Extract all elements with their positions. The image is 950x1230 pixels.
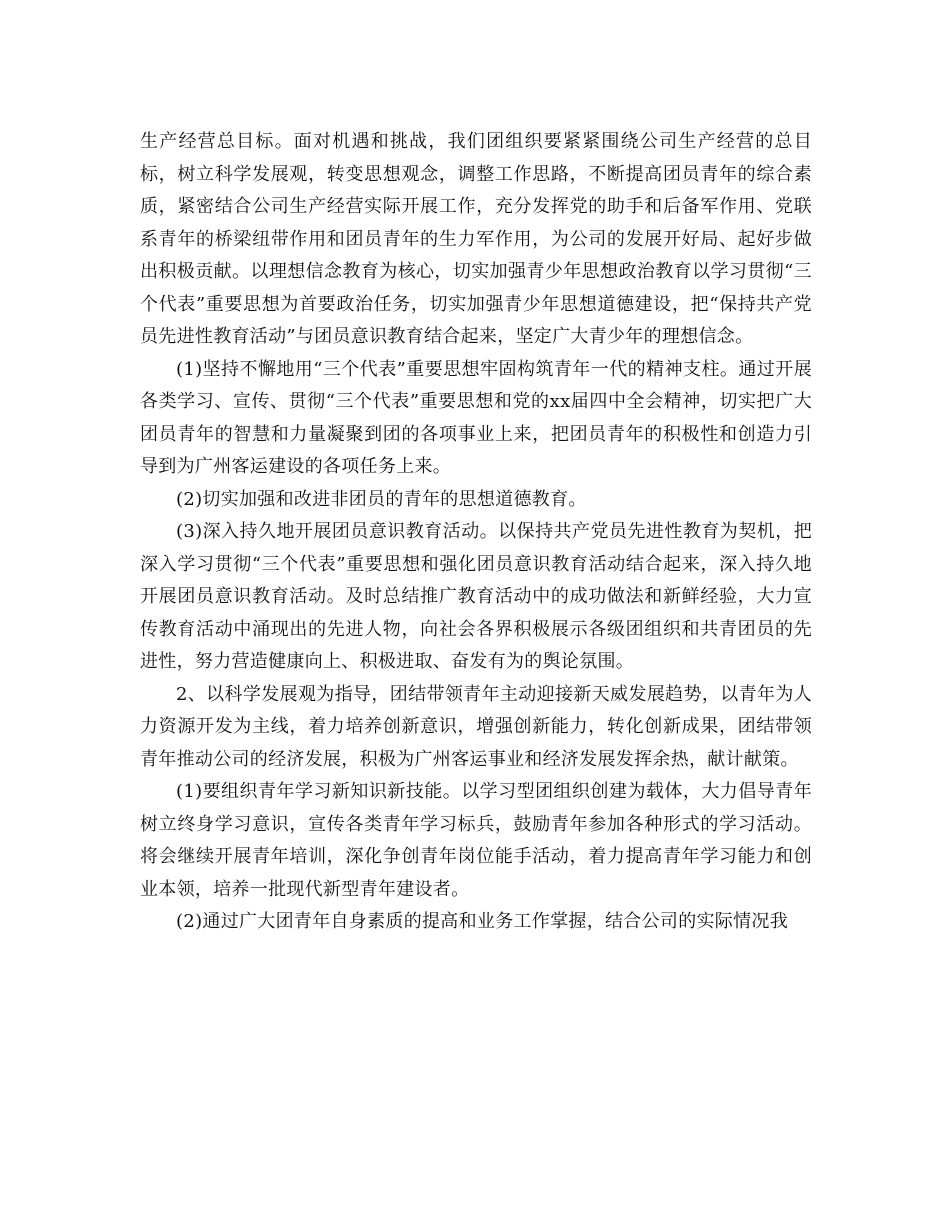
paragraph-section-2-item-2: (2)通过广大团青年自身素质的提高和业务工作掌握，结合公司的实际情况我 <box>176 911 788 932</box>
paragraph-section-2-item-1: (1)要组织青年学习新知识新技能。以学习型团组织创建为载体，大力倡导青年树立终身学习意识，宣传各类青年学习标兵，鼓励青年参加各种形式的学习活动。将会继续开展青年培训，深化争创青年岗位能手活动，着力提高青年学习能力和创业本领，培养一批现代新型青年建设者。 <box>140 781 812 900</box>
paragraph-item-3: (3)深入持久地开展团员意识教育活动。以保持共产党员先进性教育为契机，把深入学习贯彻“三个代表”重要思想和强化团员意识教育活动结合起来，深入持久地开展团员意识教育活动。及时总结推广教育活动中的成功做法和新鲜经验，大力宣传教育活动中涌现出的先进人物，向社会各界积极展示各级团组织和共青团员的先进性，努力营造健康向上、积极进取、奋发有为的舆论氛围。 <box>140 521 812 672</box>
document-body <box>140 126 812 939</box>
paragraph-section-2: 2、以科学发展观为指导，团结带领青年主动迎接新天威发展趋势，以青年为人力资源开发为主线，着力培养创新意识，增强创新能力，转化创新成果，团结带领青年推动公司的经济发展，积极为广州客运事业和经济发展发挥余热，献计献策。 <box>140 683 812 770</box>
paragraph-intro: 生产经营总目标。面对机遇和挑战，我们团组织要紧紧围绕公司生产经营的总目标，树立科学发展观，转变思想观念，调整工作思路，不断提高团员青年的综合素质，紧密结合公司生产经营实际开展工作，充分发挥党的助手和后备军作用、党联系青年的桥梁纽带作用和团员青年的生力军作用，为公司的发展开好局、起好步做出积极贡献。以理想信念教育为核心，切实加强青少年思想政治教育以学习贯彻“三个代表”重要思想为首要政治任务，切实加强青少年思想道德建设，把“保持共产党员先进性教育活动”与团员意识教育结合起来，坚定广大青少年的理想信念。 <box>140 131 812 347</box>
paragraph-item-2: (2)切实加强和改进非团员的青年的思想道德教育。 <box>176 488 587 510</box>
paragraph-item-1: (1)坚持不懈地用“三个代表”重要思想牢固构筑青年一代的精神支柱。通过开展各类学习、宣传、贯彻“三个代表”重要思想和党的xx届四中全会精神，切实把广大团员青年的智慧和力量凝聚到团的各项事业上来，把团员青年的积极性和创造力引导到为广州客运建设的各项任务上来。 <box>140 358 812 477</box>
